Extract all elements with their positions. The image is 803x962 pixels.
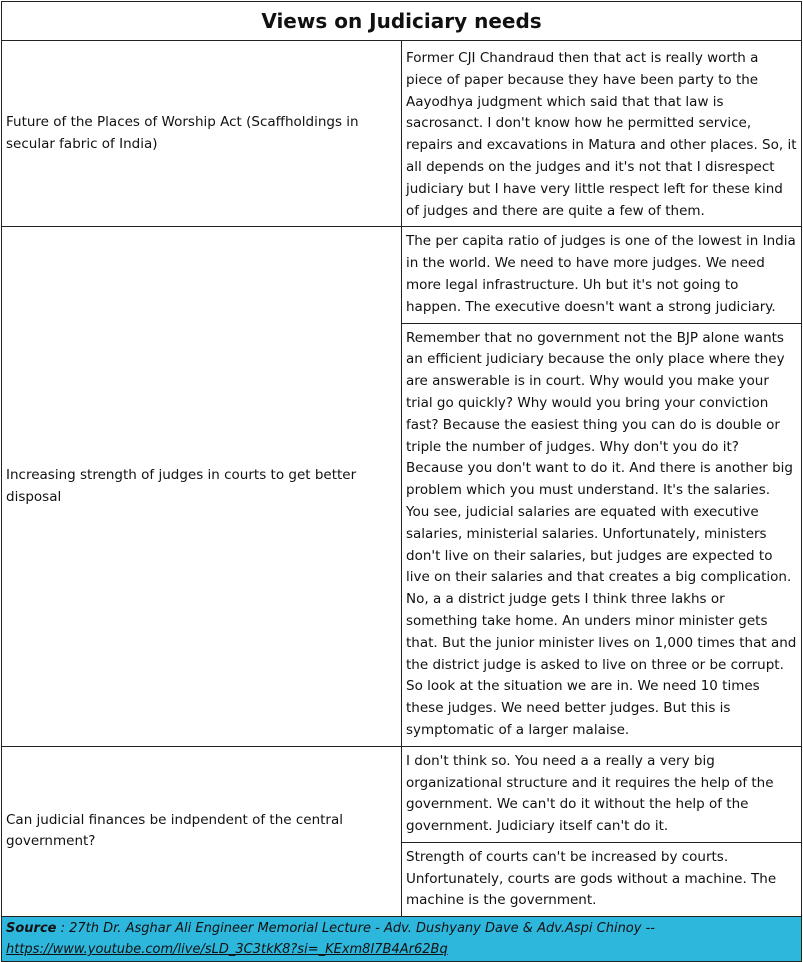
- title-row: [2, 2, 802, 41]
- view-cell: Former CJI Chandraud then that act is really worth a piece of paper because they have been party to the Aayodhya judgment which said that that law is sacrosanct. I don't know how he permitted service, repairs and excavations in Matura and other places. So, it all depends on the judges and it's not that I disrespect judiciary but I have very little respect left for these kind of judges and there are quite a few of them.: [402, 41, 802, 227]
- source-link[interactable]: https://www.youtube.com/live/sLD_3C3tkK8?si=_KExm8I7B4Ar62Bq: [6, 942, 448, 958]
- table-title: Views on Judiciary needs: [2, 2, 802, 41]
- table-row: [2, 227, 802, 323]
- source-row: [2, 917, 802, 962]
- source-cell: [2, 917, 802, 962]
- topic-cell: Can judicial finances be indpendent of the central government?: [2, 746, 402, 917]
- view-cell: Strength of courts can't be increased by courts. Unfortunately, courts are gods without a machine. The machine is the government.: [402, 842, 802, 916]
- view-cell: Remember that no government not the BJP alone wants an efficient judiciary because the only place where they are answerable is in court. Why would you make your trial go quickly? Why would you bring your conviction fast? Because the easiest thing you can do is double or triple the number of judges. Why don't you do it? Because you don't want to do it. And there is another big problem which you must understand. It's the salaries. You see, judicial salaries are equated with executive salaries, ministerial salaries. Unfortunately, ministers don't live on their salaries, but judges are expected to live on their salaries and that creates a big complication. No, a a district judge gets I think three lakhs or something take home. An unders minor minister gets that. But the junior minister lives on 1,000 times that and the district judge is asked to live on three or be corrupt. So look at the situation we are in. We need 10 times these judges. We need better judges. But this is symptomatic of a larger malaise.: [402, 323, 802, 746]
- view-cell: I don't think so. You need a a really a very big organizational structure and it requires the help of the government. We can't do it without the help of the government. Judiciary itself can't do it.: [402, 746, 802, 842]
- views-table: [1, 1, 802, 962]
- table-row: [2, 41, 802, 227]
- source-text: : 27th Dr. Asghar Ali Engineer Memorial Lecture - Adv. Dushyany Dave & Adv.Aspi Chinoy --: [56, 921, 655, 937]
- topic-cell: Future of the Places of Worship Act (Scaffholdings in secular fabric of India): [2, 41, 402, 227]
- source-label: Source: [6, 921, 57, 937]
- topic-cell: Increasing strength of judges in courts to get better disposal: [2, 227, 402, 746]
- view-cell: The per capita ratio of judges is one of the lowest in India in the world. We need to have more judges. We need more legal infrastructure. Uh but it's not going to happen. The executive doesn't want a strong judiciary.: [402, 227, 802, 323]
- table-row: [2, 746, 802, 842]
